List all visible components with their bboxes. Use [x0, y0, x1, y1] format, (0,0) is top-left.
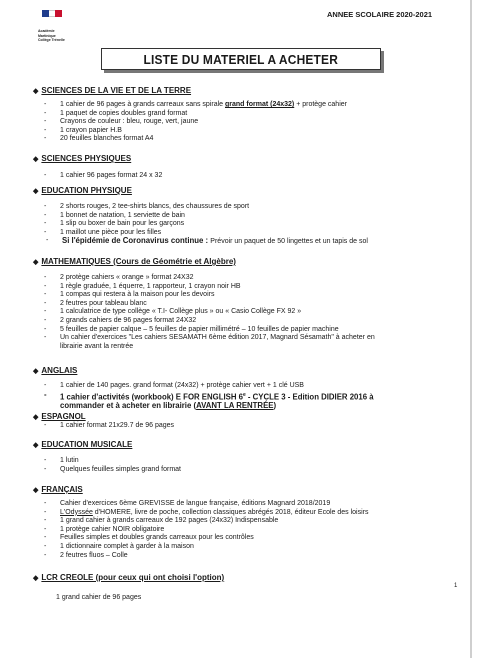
- section-physique: [33, 154, 162, 181]
- page-title-text: LISTE DU MATERIEL A ACHETER: [143, 51, 339, 67]
- list-item: - L'Odyssée d'HOMERE, livre de poche, collection classiques abrégés 2018, éditeur Ecole des loisirs: [60, 509, 369, 518]
- school-year: ANNEE SCOLAIRE 2020-2021: [327, 10, 433, 19]
- list-item: - 1 règle graduée, 1 équerre, 1 rapporteur, 1 crayon noir HB: [60, 283, 375, 292]
- list-item: - 1 cahier de 96 pages à grands carreaux sans spirale grand format (24x32) + protège cahier: [60, 101, 347, 110]
- list-item: - Crayons de couleur : bleu, rouge, vert, jaune: [60, 118, 347, 127]
- list-item: - 1 paquet de copies doubles grand format: [60, 110, 347, 119]
- section-espagnol: [33, 412, 174, 431]
- academie-logo: [38, 10, 78, 43]
- list-item: - 1 cahier de 140 pages. grand format (24x32) + protège cahier vert + 1 clé USB: [60, 382, 374, 391]
- french-flag-icon: [42, 10, 62, 17]
- section-heading: ANGLAIS: [41, 366, 78, 375]
- list-item: - 1 maillot une pièce pour les filles: [60, 229, 368, 238]
- section-heading: SCIENCES PHYSIQUES: [41, 154, 132, 163]
- list-item: 1 grand cahier de 96 pages: [56, 594, 142, 601]
- list-item: - 1 grand cahier à grands carreaux de 192 pages (24x32) Indispensable: [60, 517, 369, 526]
- section-heading: MATHEMATIQUES (Cours de Géométrie et Algèbre): [41, 257, 236, 266]
- list-item: - 1 lutin: [60, 457, 181, 466]
- list-item: - 1 calculatrice de type collège « T.I- Collège plus » ou « Casio Collège FX 92 »: [60, 308, 375, 317]
- section-heading: FRANÇAIS: [41, 485, 83, 494]
- list-item-continuation: commander et à acheter en librairie (AVANT LA RENTRÉE): [60, 400, 277, 410]
- section-heading: LCR CREOLE (pour ceux qui ont choisi l'option): [41, 573, 225, 582]
- list-item: - 2 feutres fluos – Colle: [60, 552, 369, 561]
- section-creole: [33, 573, 224, 603]
- section-heading: SCIENCES DE LA VIE ET DE LA TERRE: [41, 86, 192, 95]
- diamond-bullet-icon: ◆: [33, 188, 39, 195]
- logo-line-1: Académie: [38, 29, 55, 33]
- list-item: - 2 grands cahiers de 96 pages format 24X32: [60, 317, 375, 326]
- section-francais: [33, 485, 369, 560]
- section-eps: [33, 186, 368, 247]
- list-item: - 2 shorts rouges, 2 tee-shirts blancs, des chaussures de sport: [60, 203, 368, 212]
- section-heading: EDUCATION MUSICALE: [41, 440, 133, 449]
- list-item: - 1 dictionnaire complet à garder à la maison: [60, 543, 369, 552]
- list-item: - 1 cahier 96 pages format 24 x 32: [60, 172, 162, 181]
- logo-line-2: Martinique: [38, 33, 56, 38]
- list-item: - Cahier d'exercices 6ème GREVISSE de langue française, éditions Magnard 2018/2019: [60, 500, 369, 509]
- logo-text: [38, 29, 78, 43]
- list-item: - Si l'épidémie de Coronavirus continue : Prévoir un paquet de 50 lingettes et un tapis de sol: [62, 237, 368, 247]
- section-maths: [33, 257, 375, 351]
- list-item: - 1 cahier d'activités (workbook) E FOR ENGLISH 6e - CYCLE 3 - Edition DIDIER 2016 à: [60, 391, 374, 402]
- diamond-bullet-icon: ◆: [33, 259, 39, 266]
- list-item: - 1 crayon papier H.B: [60, 127, 347, 136]
- list-item: - 1 slip ou boxer de bain pour les garçons: [60, 220, 368, 229]
- list-item-continuation: librairie avant la rentrée: [60, 342, 134, 350]
- section-heading: EDUCATION PHYSIQUE: [41, 186, 132, 195]
- list-item: - 1 protège cahier NOIR obligatoire: [60, 526, 369, 535]
- page-number: 1: [454, 583, 458, 589]
- list-item: - 2 feutres pour tableau blanc: [60, 300, 375, 309]
- list-item: - 2 protège cahiers « orange » format 24X32: [60, 274, 375, 283]
- diamond-bullet-icon: ◆: [33, 368, 39, 375]
- diamond-bullet-icon: ◆: [33, 487, 39, 494]
- section-heading: ESPAGNOL: [41, 412, 86, 421]
- list-item: - 5 feuilles de papier calque – 5 feuilles de papier millimétré – 10 feuilles de papier machine: [60, 326, 375, 335]
- diamond-bullet-icon: ◆: [33, 88, 39, 95]
- list-item: - 1 cahier format 21x29.7 de 96 pages: [60, 422, 174, 431]
- section-svt: [33, 86, 347, 144]
- list-item: - Un cahier d'exercices "Les cahiers SESAMATH 6ème édition 2017, Magnard Sésamath" à acheter en: [60, 334, 375, 343]
- list-item: - Feuilles simples et doubles grands carreaux pour les contrôles: [60, 534, 369, 543]
- list-item: - 1 compas qui restera à la maison pour les devoirs: [60, 291, 375, 300]
- list-item: - Quelques feuilles simples grand format: [60, 466, 181, 475]
- scan-edge-divider: [470, 0, 472, 658]
- diamond-bullet-icon: ◆: [33, 442, 39, 449]
- list-item: - 1 bonnet de natation, 1 serviette de bain: [60, 212, 368, 221]
- diamond-bullet-icon: ◆: [33, 156, 39, 163]
- list-item: - 20 feuilles blanches format A4: [60, 135, 347, 144]
- page-title: [101, 48, 381, 70]
- diamond-bullet-icon: ◆: [33, 575, 39, 582]
- logo-line-3: Collège Trénelle: [38, 38, 65, 42]
- diamond-bullet-icon: ◆: [33, 414, 39, 421]
- section-anglais: [33, 366, 374, 410]
- section-musique: [33, 440, 181, 474]
